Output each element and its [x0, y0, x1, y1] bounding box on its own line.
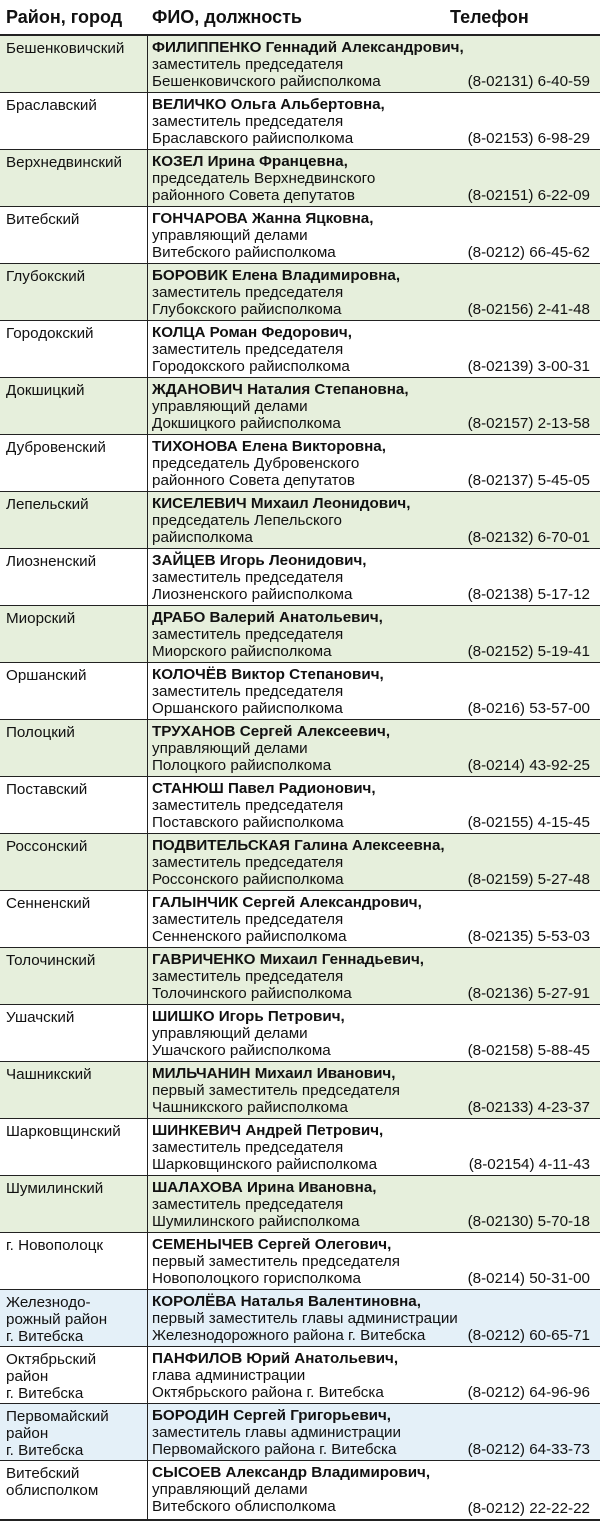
person-organization: Первомайского района г. Витебска — [152, 1441, 397, 1458]
person-name: БОРОВИК Елена Владимировна, — [152, 267, 401, 284]
person-name: СЕМЕНЫЧЕВ Сергей Олегович, — [152, 1236, 392, 1253]
person-organization: Железнодорожного района г. Витебска — [152, 1327, 426, 1344]
table-row — [0, 1005, 600, 1062]
person-position: заместитель председателя — [152, 569, 344, 586]
person-name: ВЕЛИЧКО Ольга Альбертовна, — [152, 96, 385, 113]
person-organization: Чашникского райисполкома — [152, 1099, 348, 1116]
person-cell — [148, 1119, 600, 1175]
district-cell: Докшицкий — [0, 378, 148, 434]
person-name: СТАНЮШ Павел Радионович, — [152, 780, 376, 797]
person-organization: Новополоцкого горисполкома — [152, 1270, 361, 1287]
person-cell — [148, 1176, 600, 1232]
phone-number: (8-0212) 64-33-73 — [467, 1441, 590, 1458]
person-name: ПАНФИЛОВ Юрий Анатольевич, — [152, 1350, 399, 1367]
person-organization: Браславского райисполкома — [152, 130, 354, 147]
person-name: КОРОЛЁВА Наталья Валентиновна, — [152, 1293, 421, 1310]
phone-number: (8-02133) 4-23-37 — [467, 1099, 590, 1116]
person-position: заместитель председателя — [152, 1139, 344, 1156]
person-organization: Полоцкого райисполкома — [152, 757, 332, 774]
table-row — [0, 549, 600, 606]
phone-number: (8-02159) 5-27-48 — [467, 871, 590, 888]
person-name: КОЗЕЛ Ирина Францевна, — [152, 153, 348, 170]
person-name: ШАЛАХОВА Ирина Ивановна, — [152, 1179, 377, 1196]
person-cell — [148, 777, 600, 833]
person-organization: районного Совета депутатов — [152, 472, 355, 489]
person-cell — [148, 435, 600, 491]
district-cell: Бешенковичский — [0, 36, 148, 92]
person-position: заместитель председателя — [152, 1196, 344, 1213]
person-position: заместитель председателя — [152, 854, 344, 871]
table-row — [0, 1119, 600, 1176]
person-cell — [148, 264, 600, 320]
phone-number: (8-02157) 2-13-58 — [467, 415, 590, 432]
person-cell — [148, 150, 600, 206]
person-cell — [148, 93, 600, 149]
table-row — [0, 777, 600, 834]
district-cell: Оршанский — [0, 663, 148, 719]
person-position: управляющий делами — [152, 227, 308, 244]
phone-number: (8-02136) 5-27-91 — [467, 985, 590, 1002]
person-name: ГАВРИЧЕНКО Михаил Геннадьевич, — [152, 951, 425, 968]
district-cell: Толочинский — [0, 948, 148, 1004]
table-row — [0, 1461, 600, 1521]
person-organization: Докшицкого райисполкома — [152, 415, 341, 432]
person-name: КОЛОЧЁВ Виктор Степанович, — [152, 666, 384, 683]
table-row — [0, 435, 600, 492]
person-cell — [148, 1005, 600, 1061]
table-row — [0, 834, 600, 891]
person-position: первый заместитель главы администрации — [152, 1310, 458, 1327]
phone-number: (8-02151) 6-22-09 — [467, 187, 590, 204]
table-row — [0, 1233, 600, 1290]
person-position: первый заместитель председателя — [152, 1253, 400, 1270]
table-row — [0, 36, 600, 93]
district-cell: Полоцкий — [0, 720, 148, 776]
person-position: глава администрации — [152, 1367, 306, 1384]
phone-number: (8-0212) 22-22-22 — [467, 1500, 590, 1517]
table-row — [0, 207, 600, 264]
header-district: Район, город — [6, 6, 123, 27]
table-row — [0, 720, 600, 777]
header-name: ФИО, должность — [152, 6, 302, 27]
district-cell: Октябрьский район г. Витебска — [0, 1347, 148, 1403]
district-cell: Железнодо- рожный район г. Витебска — [0, 1290, 148, 1346]
person-position: председатель Верхнедвинского — [152, 170, 376, 187]
person-name: ДРАБО Валерий Анатольевич, — [152, 609, 383, 626]
phone-number: (8-02152) 5-19-41 — [467, 643, 590, 660]
header-phone: Телефон — [450, 6, 529, 27]
person-organization: Оршанского райисполкома — [152, 700, 343, 717]
person-cell — [148, 834, 600, 890]
person-name: ПОДВИТЕЛЬСКАЯ Галина Алексеевна, — [152, 837, 445, 854]
person-cell — [148, 1062, 600, 1118]
person-cell — [148, 663, 600, 719]
person-name: ЗАЙЦЕВ Игорь Леонидович, — [152, 552, 367, 569]
person-organization: Шумилинского райисполкома — [152, 1213, 360, 1230]
person-organization: Октябрьского района г. Витебска — [152, 1384, 384, 1401]
phone-number: (8-02139) 3-00-31 — [467, 358, 590, 375]
person-name: ГОНЧАРОВА Жанна Яцковна, — [152, 210, 374, 227]
person-organization: райисполкома — [152, 529, 253, 546]
district-cell: Глубокский — [0, 264, 148, 320]
person-position: заместитель председателя — [152, 968, 344, 985]
person-position: управляющий делами — [152, 398, 308, 415]
person-name: ШИШКО Игорь Петрович, — [152, 1008, 345, 1025]
phone-number: (8-0216) 53-57-00 — [467, 700, 590, 717]
person-cell — [148, 378, 600, 434]
person-position: председатель Дубровенского — [152, 455, 360, 472]
table-row — [0, 492, 600, 549]
person-cell — [148, 36, 600, 92]
person-organization: Городокского райисполкома — [152, 358, 350, 375]
table-row — [0, 378, 600, 435]
person-cell — [148, 948, 600, 1004]
person-name: МИЛЬЧАНИН Михаил Иванович, — [152, 1065, 396, 1082]
person-name: БОРОДИН Сергей Григорьевич, — [152, 1407, 392, 1424]
phone-number: (8-02155) 4-15-45 — [467, 814, 590, 831]
phone-number: (8-02135) 5-53-03 — [467, 928, 590, 945]
table-row — [0, 1176, 600, 1233]
table-row — [0, 1347, 600, 1404]
person-position: заместитель председателя — [152, 797, 344, 814]
person-position: заместитель председателя — [152, 284, 344, 301]
person-position: первый заместитель председателя — [152, 1082, 400, 1099]
district-cell: Лиозненский — [0, 549, 148, 605]
person-organization: Миорского райисполкома — [152, 643, 332, 660]
phone-number: (8-02153) 6-98-29 — [467, 130, 590, 147]
person-cell — [148, 1461, 600, 1519]
person-position: заместитель председателя — [152, 626, 344, 643]
table-row — [0, 948, 600, 1005]
table-row — [0, 150, 600, 207]
phone-number: (8-0214) 43-92-25 — [467, 757, 590, 774]
person-position: заместитель главы администрации — [152, 1424, 401, 1441]
person-position: заместитель председателя — [152, 113, 344, 130]
phone-number: (8-02158) 5-88-45 — [467, 1042, 590, 1059]
person-position: управляющий делами — [152, 1025, 308, 1042]
phone-number: (8-0212) 60-65-71 — [467, 1327, 590, 1344]
table-row — [0, 1290, 600, 1347]
person-cell — [148, 207, 600, 263]
phone-number: (8-02156) 2-41-48 — [467, 301, 590, 318]
district-cell: Верхнедвинский — [0, 150, 148, 206]
person-position: управляющий делами — [152, 740, 308, 757]
person-name: ЖДАНОВИЧ Наталия Степановна, — [152, 381, 409, 398]
person-cell — [148, 321, 600, 377]
table-row — [0, 606, 600, 663]
table-row — [0, 1404, 600, 1461]
person-name: ШИНКЕВИЧ Андрей Петрович, — [152, 1122, 384, 1139]
district-cell: Шумилинский — [0, 1176, 148, 1232]
district-cell: г. Новополоцк — [0, 1233, 148, 1289]
phone-number: (8-02154) 4-11-43 — [468, 1156, 590, 1173]
district-cell: Дубровенский — [0, 435, 148, 491]
person-cell — [148, 1404, 600, 1460]
phone-number: (8-02138) 5-17-12 — [467, 586, 590, 603]
person-organization: Поставского райисполкома — [152, 814, 344, 831]
phone-number: (8-02131) 6-40-59 — [467, 73, 590, 90]
person-organization: Витебского облисполкома — [152, 1498, 336, 1515]
person-organization: Сенненского райисполкома — [152, 928, 347, 945]
person-name: КИСЕЛЕВИЧ Михаил Леонидович, — [152, 495, 411, 512]
person-position: заместитель председателя — [152, 56, 344, 73]
person-position: заместитель председателя — [152, 911, 344, 928]
person-cell — [148, 1347, 600, 1403]
table-row — [0, 264, 600, 321]
district-cell: Шарковщинский — [0, 1119, 148, 1175]
district-cell: Поставский — [0, 777, 148, 833]
phone-number: (8-0214) 50-31-00 — [467, 1270, 590, 1287]
person-position: заместитель председателя — [152, 683, 344, 700]
district-cell: Первомайский район г. Витебска — [0, 1404, 148, 1460]
person-name: КОЛЦА Роман Федорович, — [152, 324, 352, 341]
person-name: ТРУХАНОВ Сергей Алексеевич, — [152, 723, 391, 740]
person-cell — [148, 720, 600, 776]
person-cell — [148, 1233, 600, 1289]
person-cell — [148, 549, 600, 605]
person-cell — [148, 1290, 600, 1346]
district-cell: Ушачский — [0, 1005, 148, 1061]
person-name: ГАЛЫНЧИК Сергей Александрович, — [152, 894, 422, 911]
person-organization: Витебского райисполкома — [152, 244, 336, 261]
table-body — [0, 36, 600, 1521]
district-cell: Чашникский — [0, 1062, 148, 1118]
table-row — [0, 321, 600, 378]
district-cell: Лепельский — [0, 492, 148, 548]
person-organization: Шарковщинского райисполкома — [152, 1156, 378, 1173]
person-organization: Бешенковичского райисполкома — [152, 73, 381, 90]
person-name: ТИХОНОВА Елена Викторовна, — [152, 438, 386, 455]
phone-number: (8-0212) 66-45-62 — [467, 244, 590, 261]
person-cell — [148, 492, 600, 548]
person-organization: районного Совета депутатов — [152, 187, 355, 204]
person-cell — [148, 891, 600, 947]
phone-number: (8-02137) 5-45-05 — [467, 472, 590, 489]
person-position: управляющий делами — [152, 1481, 308, 1498]
table-row — [0, 891, 600, 948]
table-row — [0, 663, 600, 720]
phone-number: (8-02130) 5-70-18 — [467, 1213, 590, 1230]
district-cell: Россонский — [0, 834, 148, 890]
person-position: председатель Лепельского — [152, 512, 342, 529]
person-organization: Россонского райисполкома — [152, 871, 344, 888]
table-row — [0, 1062, 600, 1119]
district-cell: Миорский — [0, 606, 148, 662]
phone-number: (8-02132) 6-70-01 — [467, 529, 590, 546]
person-organization: Толочинского райисполкома — [152, 985, 352, 1002]
person-name: ФИЛИППЕНКО Геннадий Александрович, — [152, 39, 464, 56]
table-row — [0, 93, 600, 150]
person-organization: Лиозненского райисполкома — [152, 586, 353, 603]
district-cell: Витебский — [0, 207, 148, 263]
district-cell: Браславский — [0, 93, 148, 149]
table-header — [0, 0, 600, 36]
phone-number: (8-0212) 64-96-96 — [467, 1384, 590, 1401]
person-organization: Ушачского райисполкома — [152, 1042, 331, 1059]
person-cell — [148, 606, 600, 662]
person-organization: Глубокского райисполкома — [152, 301, 342, 318]
person-position: заместитель председателя — [152, 341, 344, 358]
district-cell: Городокский — [0, 321, 148, 377]
person-name: СЫСОЕВ Александр Владимирович, — [152, 1464, 431, 1481]
district-cell: Сенненский — [0, 891, 148, 947]
district-cell: Витебский облисполком — [0, 1461, 148, 1519]
